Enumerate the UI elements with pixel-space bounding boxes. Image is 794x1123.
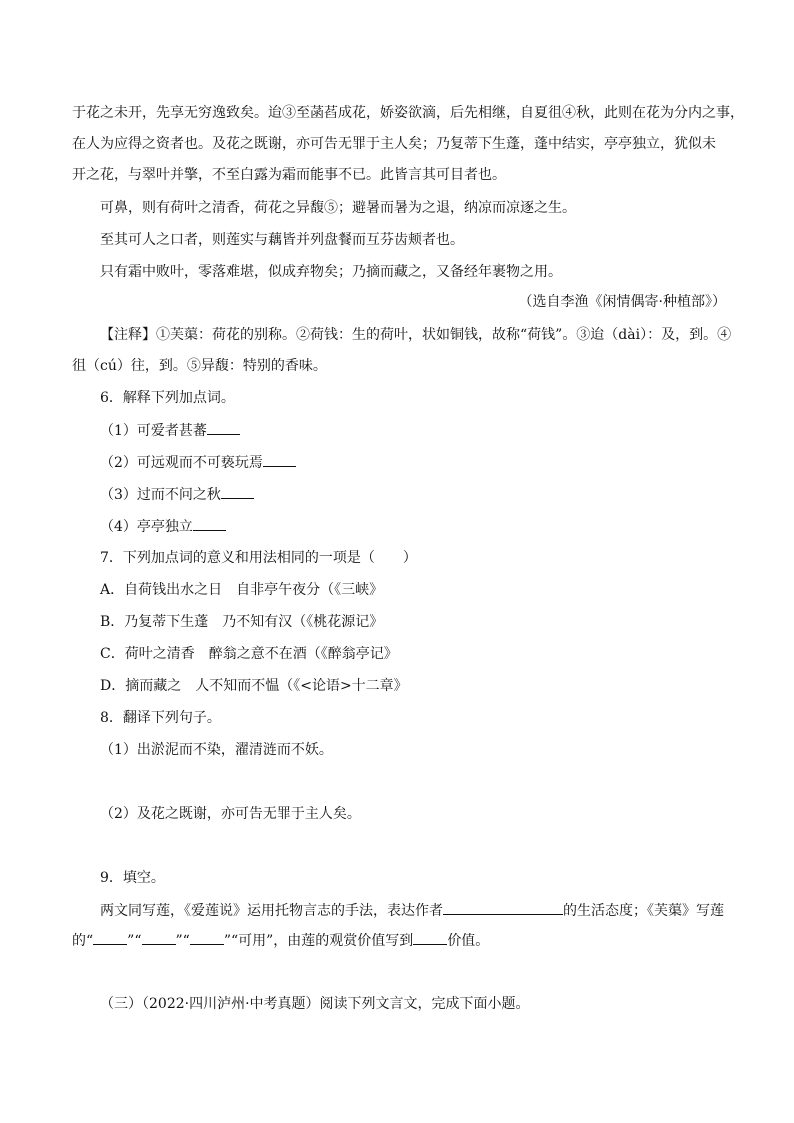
q9-line-1-text-a: 两文同写莲，《爱莲说》运用托物言志的手法，表达作者	[100, 903, 443, 919]
q8-title: 8．翻译下列句子。	[100, 710, 221, 726]
q7-option-a[interactable]: A．自荷钱出水之日 自非亭午夜分（《三峡》	[100, 582, 384, 598]
q6-item-4	[100, 516, 226, 537]
passage-line-5: 至其可人之口者，则莲实与藕皆并列盘餐而互芬齿颊者也。	[100, 232, 464, 248]
q9-blank-1[interactable]	[93, 930, 127, 945]
passage-line-4: 可鼻，则有荷叶之清香，荷花之异馥⑤；避暑而暑为之退，纳凉而凉逐之生。	[100, 200, 576, 216]
notes-line-2: 徂（cú）往，到。⑤异馥：特别的香味。	[72, 358, 327, 374]
passage-source: （选自李渔《闲情偶寄·种植部》）	[518, 294, 726, 310]
q7-option-d[interactable]: D．摘而藏之 人不知而不愠（《<论语>十二章》	[100, 678, 408, 694]
q7-title: 7．下列加点词的意义和用法相同的一项是（ ）	[100, 550, 417, 566]
q9-line-2-end: 价值。	[447, 933, 490, 949]
q8-item-1: （1）出淤泥而不染，濯清涟而不妖。	[100, 742, 333, 758]
q6-item-4-blank[interactable]	[193, 516, 226, 531]
q9-line-2-q1: ”“	[127, 933, 142, 949]
q9-blank-attitude[interactable]	[443, 900, 563, 915]
q6-title: 6．解释下列加点词。	[100, 390, 235, 406]
q8-item-2: （2）及花之既谢，亦可告无罪于主人矣。	[100, 806, 361, 822]
passage-line-3: 开之花，与翠叶并擎，不至白露为霜而能事不已。此皆言其可目者也。	[72, 167, 506, 183]
q9-line-1	[100, 900, 724, 921]
q9-blank-2[interactable]	[142, 930, 176, 945]
q6-item-1-blank[interactable]	[207, 420, 240, 435]
q6-item-1-text: （1）可爱者甚蕃	[100, 423, 207, 439]
q9-title: 9．填空。	[100, 870, 165, 886]
q9-line-2-q3: ”“可用”，由莲的观赏价值写到	[223, 933, 414, 949]
passage-line-2: 在人为应得之资者也。及花之既谢，亦可告无罪于主人矣；乃复蒂下生蓬，蓬中结实，亭亭独立，犹似未	[72, 136, 716, 152]
q6-item-2	[100, 452, 296, 473]
q6-item-1	[100, 420, 240, 441]
q6-item-2-text: （2）可远观而不可亵玩焉	[100, 455, 263, 471]
q6-item-3-text: （3）过而不问之秋	[100, 487, 221, 503]
notes-line-1: 【注释】①芙蕖：荷花的别称。②荷钱：生的荷叶，状如铜钱，故称“荷钱”。③迨（dài）：及，到。④	[100, 327, 732, 343]
q6-item-4-text: （4）亭亭独立	[100, 519, 193, 535]
q6-item-3-blank[interactable]	[221, 484, 254, 499]
q7-option-c[interactable]: C．荷叶之清香 醉翁之意不在酒（《醉翁亭记》	[100, 646, 398, 662]
q6-item-3	[100, 484, 254, 505]
q6-item-2-blank[interactable]	[263, 452, 296, 467]
q9-line-1-text-b: 的生活态度；《芙蕖》写莲	[563, 903, 724, 919]
passage-line-6: 只有霜中败叶，零落难堪，似成弃物矣；乃摘而藏之，又备经年裹物之用。	[100, 264, 562, 280]
q9-line-2	[72, 930, 489, 951]
q7-option-b[interactable]: B．乃复蒂下生蓬 乃不知有汉（《桃花源记》	[100, 614, 384, 630]
q9-line-2-text-a: 的“	[72, 933, 94, 949]
q9-blank-3[interactable]	[190, 930, 224, 945]
passage-line-1: 于花之未开，先享无穷逸致矣。迨③至菡萏成花，娇姿欲滴，后先相继，自夏徂④秋，此则在花为分内之事，	[72, 105, 744, 121]
q9-blank-4[interactable]	[413, 930, 447, 945]
q9-line-2-q2: ”“	[175, 933, 190, 949]
section-3-title: （三）（2022·四川泸州·中考真题）阅读下列文言文，完成下面小题。	[100, 996, 530, 1012]
